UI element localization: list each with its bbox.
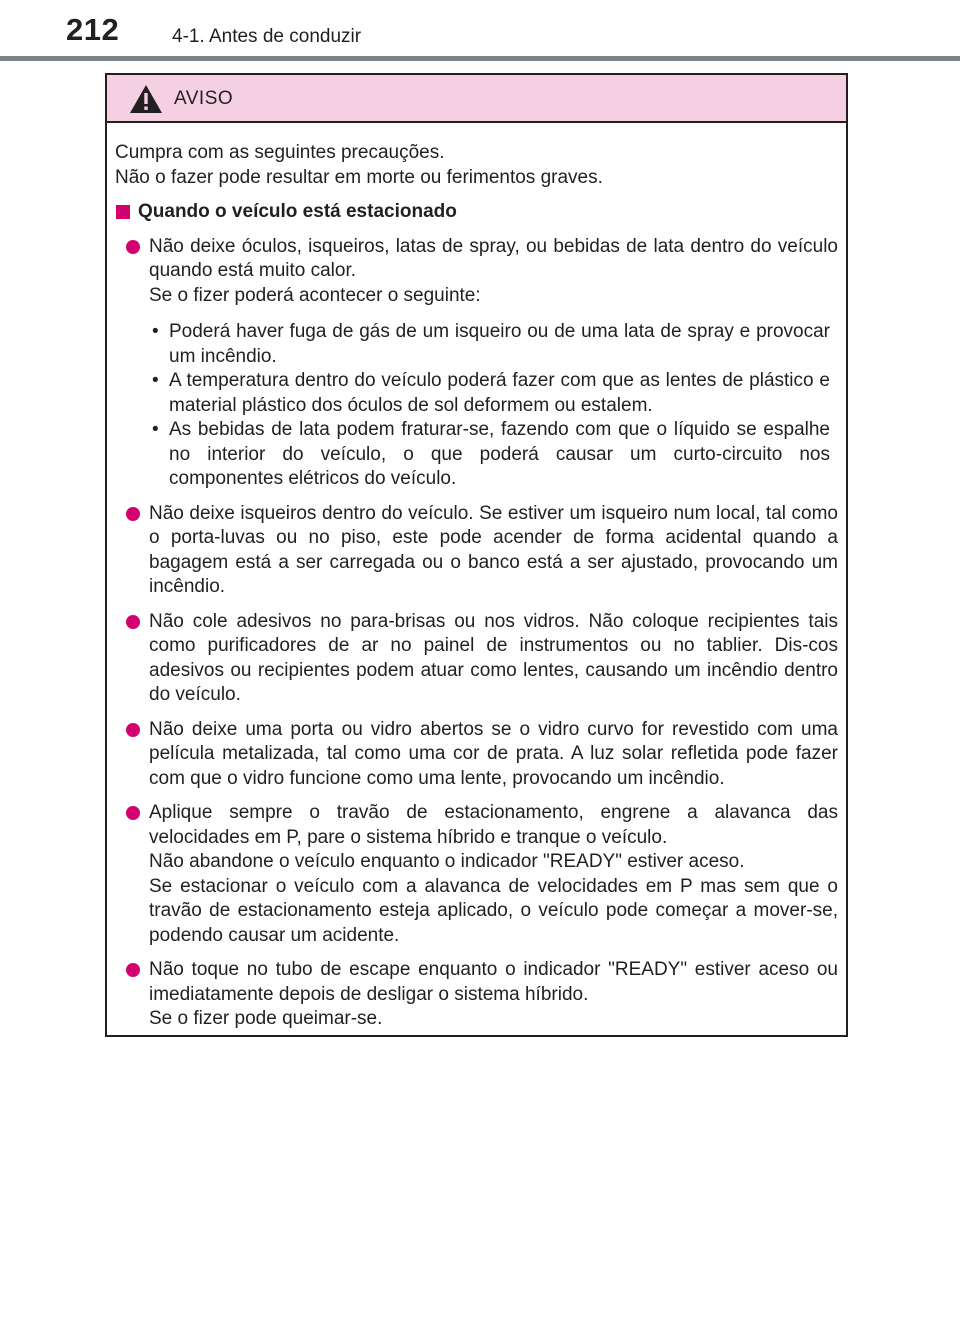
list-item-text (149, 801, 838, 948)
page-header (0, 0, 960, 62)
list-item-text (149, 502, 838, 600)
circle-bullet-icon (126, 507, 140, 521)
warning-box (105, 73, 848, 1037)
sub-bullet-text: Poderá haver fuga de gás de um isqueiro ou de uma lata de spray e provocar um incêndio. (169, 321, 830, 367)
sub-bullet-list (149, 320, 838, 492)
warning-triangle-icon (129, 84, 163, 114)
dot-bullet-icon: • (152, 370, 159, 391)
paragraph: Não cole adesivos no para-brisas ou nos vidros. Não coloque recipientes tais como purificadores de ar no painel de instrumentos ou no tablier. Dis-cos adesivos ou recipientes podem atuar como lentes, causando um incêndio dentro do veículo. (149, 610, 838, 705)
sub-bullet-text: A temperatura dentro do veículo poderá fazer com que as lentes de plástico e material plástico dos óculos de sol deformem ou estalem. (169, 370, 830, 416)
section-title: 4-1. Antes de conduzir (172, 26, 362, 47)
subheading-text: Quando o veículo está estacionado (138, 201, 457, 222)
intro-line: Não o fazer pode resultar em morte ou ferimentos graves. (115, 166, 603, 188)
paragraph: Não deixe uma porta ou vidro abertos se o vidro curvo for revestido com uma película metalizada, tal como uma cor de prata. A luz solar refletida pode fazer com que o vidro funcione como uma lente, provocando um incêndio. (149, 718, 838, 789)
paragraph: Não abandone o veículo enquanto o indicador "READY" estiver aceso. (149, 851, 745, 872)
square-bullet-icon (116, 205, 130, 219)
circle-bullet-icon (126, 615, 140, 629)
list-item (115, 235, 838, 492)
list-item (115, 801, 838, 948)
list-item-text (149, 958, 838, 1032)
paragraph: Se o fizer pode queimar-se. (149, 1008, 383, 1029)
paragraph: Se o fizer poderá acontecer o seguinte: (149, 284, 481, 306)
warning-intro (115, 141, 838, 190)
paragraph: Aplique sempre o travão de estacionamento, engrene a alavanca das velocidades em P, pare o sistema híbrido e tranque o veículo. (149, 802, 838, 848)
list-item (115, 502, 838, 600)
header-rule (0, 56, 960, 61)
paragraph: Não deixe óculos, isqueiros, latas de spray, ou bebidas de lata dentro do veículo quando está muito calor. (149, 235, 838, 281)
circle-bullet-icon (126, 723, 140, 737)
sub-bullet-item (149, 320, 838, 369)
circle-bullet-icon (126, 806, 140, 820)
list-item (115, 958, 838, 1032)
list-item-text (149, 610, 838, 708)
sub-bullet-item (149, 418, 838, 492)
sub-bullet-text: As bebidas de lata podem fraturar-se, fazendo com que o líquido se espalhe no interior do veículo, o que poderá causar um curto-circuito nos componentes elétricos do veículo. (169, 419, 830, 489)
list-item (115, 610, 838, 708)
list-item-text (149, 235, 838, 492)
warning-header (107, 75, 846, 123)
sub-bullet-item (149, 369, 838, 418)
list-item (115, 718, 838, 792)
circle-bullet-icon (126, 240, 140, 254)
paragraph: Não toque no tubo de escape enquanto o indicador "READY" estiver aceso ou imediatamente depois de desligar o sistema híbrido. (149, 959, 838, 1005)
warning-body (107, 123, 846, 1032)
warning-label: AVISO (174, 88, 234, 109)
paragraph: Se estacionar o veículo com a alavanca de velocidades em P mas sem que o travão de estacionamento esteja aplicado, o veículo pode começar a mover-se, podendo causar um acidente. (149, 875, 838, 946)
dot-bullet-icon: • (152, 419, 159, 440)
dot-bullet-icon: • (152, 321, 159, 342)
intro-line: Cumpra com as seguintes precauções. (115, 142, 445, 163)
subheading (115, 200, 838, 225)
list-item-text (149, 718, 838, 792)
paragraph: Não deixe isqueiros dentro do veículo. Se estiver um isqueiro num local, tal como o porta-luvas ou no piso, este pode acender de forma acidental quando a bagagem está a ser carregada ou o banco está a ser ajustado, provocando um incêndio. (149, 502, 838, 597)
page-number: 212 (66, 12, 120, 47)
circle-bullet-icon (126, 963, 140, 977)
